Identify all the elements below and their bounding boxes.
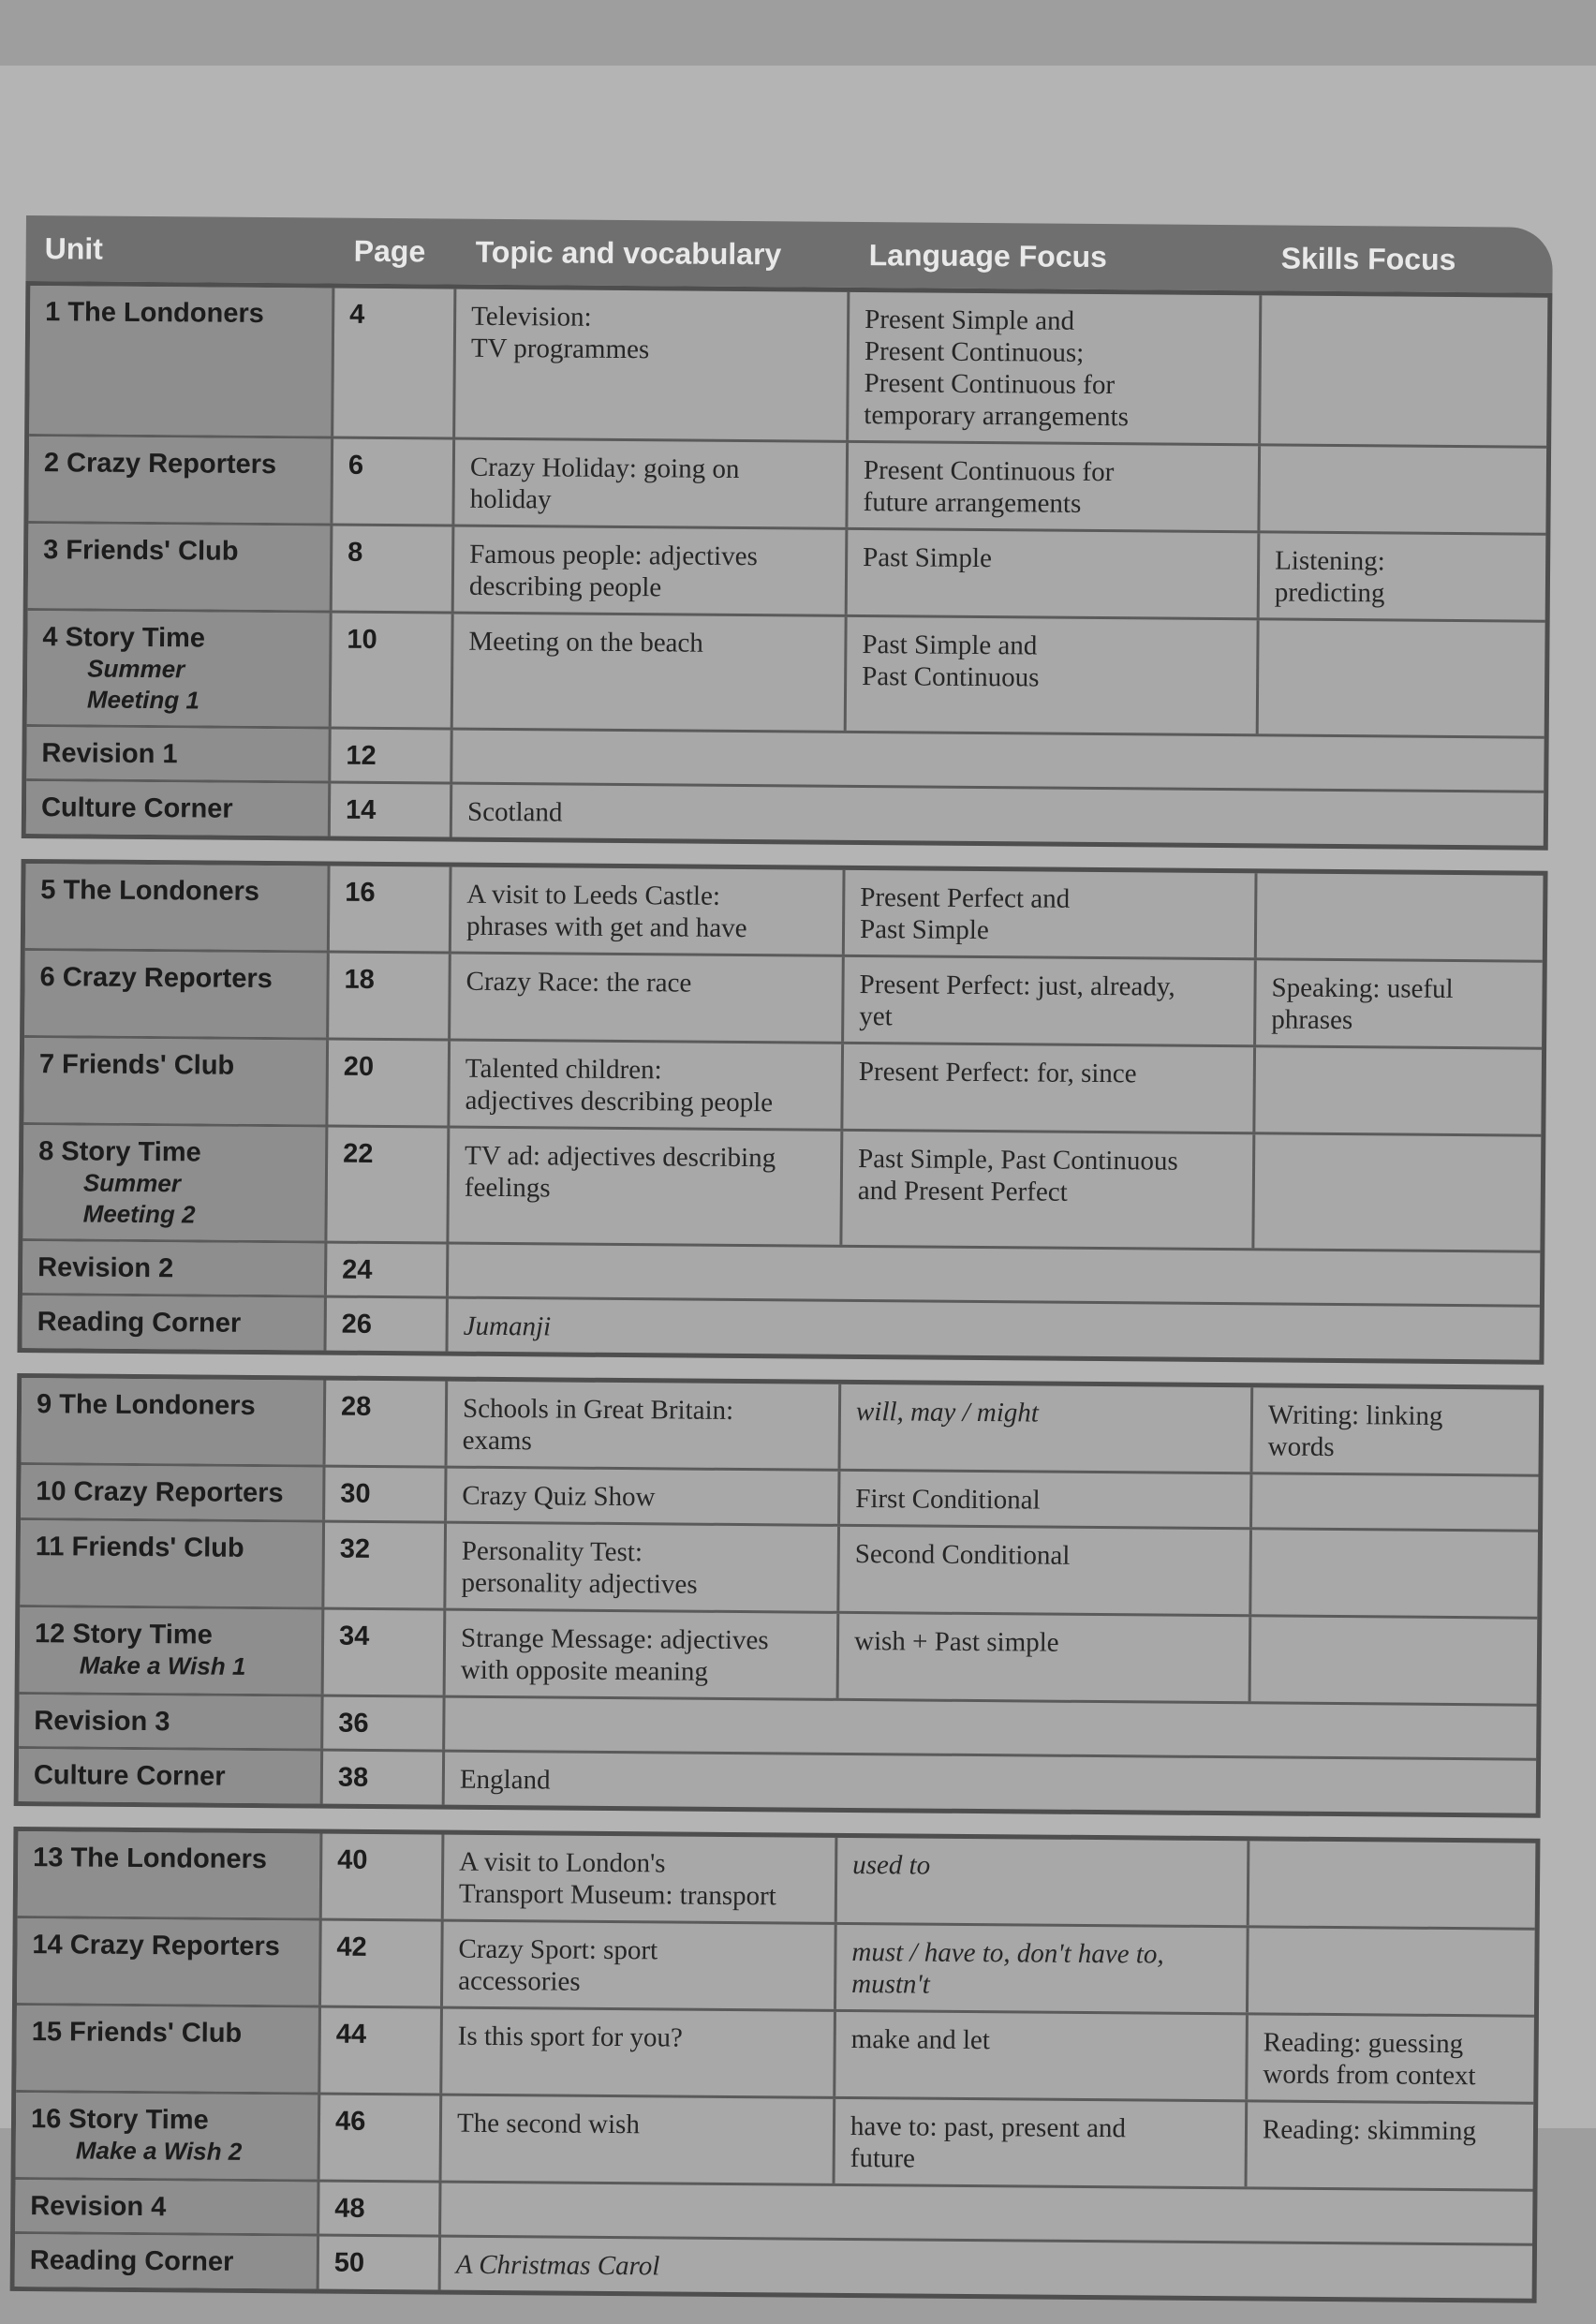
page-number: 20 [328,1041,451,1126]
unit-title: 8 Story Time [38,1136,201,1168]
topic-cell: Crazy Holiday: going on holiday [454,440,849,527]
unit-cell [17,1918,322,2006]
skills-cell [1249,1841,1536,1927]
skills-cell [1255,1047,1542,1133]
table-row [22,1295,1540,1360]
skills-cell: Writing: linking words [1267,1399,1443,1463]
topic-cell: Crazy Race: the race [451,955,845,1042]
table-body [10,281,1553,2303]
textbook-page [0,66,1596,2282]
table-row [23,1038,1542,1137]
topic-cell [452,731,1544,791]
topic-cell: Meeting on the beach [453,614,848,731]
page-number: 46 [320,2095,443,2181]
language-cell: Present Perfect: just, already, yet [844,957,1257,1044]
topic-cell: Crazy Sport: sport accessories [443,1922,837,2009]
unit-title: Culture Corner [33,1760,226,1792]
unit-cell [28,524,333,611]
unit-cell [20,1520,325,1607]
unit-cell [18,1831,323,1918]
table-row [22,1378,1540,1477]
language-cell: used to [837,1838,1250,1925]
unit-cell [16,2006,321,2093]
unit-title: 11 Friends' Club [35,1532,244,1563]
header-page: Page [353,233,426,268]
unit-cell [19,1695,323,1749]
table-row [15,2234,1532,2299]
skills-cell: Listening: predicting [1274,545,1385,609]
unit-cell [22,1125,328,1241]
header-skills: Skills Focus [1280,241,1456,276]
page-number: 50 [319,2237,441,2290]
unit-title: 12 Story Time [34,1619,213,1650]
unit-title: Revision 1 [41,738,178,770]
unit-title: Revision 3 [34,1706,170,1738]
unit-cell [28,437,333,524]
skills-cell [1259,620,1545,735]
table-row [29,286,1547,449]
language-cell: wish + Past simple [839,1614,1252,1701]
unit-cell [19,1749,323,1804]
topic-cell: The second wish [442,2096,836,2183]
topic-cell: Jumanji [463,1310,552,1342]
unit-cell [29,286,334,437]
unit-cell [26,781,331,836]
page-number: 22 [327,1128,450,1242]
unit-cell [21,1465,325,1520]
topic-cell: A Christmas Carol [455,2249,660,2282]
unit-subtitle: Summer Meeting 2 [82,1168,196,1229]
language-cell: Present Perfect and Past Simple [845,870,1258,957]
page-number: 14 [331,784,452,837]
page-number: 30 [325,1468,447,1521]
unit-title: 5 The Londoners [40,875,260,907]
language-cell: have to: past, present and future [835,2099,1249,2186]
unit-cell [22,1378,327,1465]
table-row [18,1831,1536,1931]
skills-cell [1257,873,1544,959]
table-row [16,2006,1534,2105]
skills-cell [1252,1474,1538,1529]
unit-section [17,859,1547,1365]
language-cell: Second Conditional [839,1527,1252,1614]
page-number: 10 [332,614,454,728]
table-header [25,215,1552,293]
unit-title: Revision 2 [37,1252,174,1284]
language-cell: First Conditional [840,1472,1252,1527]
skills-cell [1261,295,1547,445]
unit-title: 10 Crazy Reporters [36,1476,284,1509]
unit-cell [26,727,331,781]
page-number: 8 [332,526,455,612]
unit-cell [22,1241,327,1295]
unit-subtitle: Make a Wish 1 [79,1650,246,1680]
unit-title: 1 The Londoners [45,297,264,329]
unit-title: Revision 4 [30,2191,167,2223]
unit-cell [15,2180,319,2234]
table-row [26,781,1544,846]
page-number: 34 [324,1610,447,1695]
unit-title: Reading Corner [37,1307,242,1339]
table-row [22,1125,1541,1253]
page-number: 24 [327,1244,449,1296]
skills-cell [1251,1530,1538,1616]
topic-cell: Scotland [466,796,563,828]
unit-title: 7 Friends' Club [38,1049,235,1081]
topic-cell [449,1245,1540,1305]
unit-cell [24,951,330,1038]
language-cell: Past Simple [848,530,1261,617]
unit-section [10,1827,1541,2303]
page-number: 48 [319,2183,441,2235]
page-number: 28 [326,1381,449,1466]
table-row [28,524,1546,623]
table-row [20,1520,1538,1620]
page-number: 16 [330,866,452,952]
page-number: 18 [329,954,451,1039]
table-row [17,1918,1535,2018]
page-number: 6 [332,439,455,525]
table-row [24,951,1543,1050]
language-cell: will, may / might [841,1384,1254,1472]
unit-title: 16 Story Time [30,2104,209,2136]
unit-title: 2 Crazy Reporters [43,448,277,481]
language-cell: Past Simple and Past Continuous [847,617,1260,733]
unit-title: Reading Corner [29,2245,234,2277]
page-number: 4 [333,289,456,437]
unit-section [22,281,1553,851]
unit-cell [16,2093,321,2180]
topic-cell: A visit to London's Transport Museum: transport [444,1835,838,1922]
page-number: 36 [323,1697,445,1750]
unit-title: 9 The Londoners [36,1389,256,1421]
page-number: 26 [326,1298,448,1352]
table-row [27,611,1545,739]
language-cell: Present Perfect: for, since [843,1044,1256,1132]
topic-cell: Strange Message: adjectives with opposite meaning [446,1611,840,1698]
page-number: 38 [323,1752,445,1805]
topic-cell: Personality Test: personality adjectives [446,1524,840,1611]
table-row [19,1749,1536,1813]
topic-cell: Is this sport for you? [442,2009,836,2096]
unit-title: 3 Friends' Club [43,535,239,567]
table-row [20,1607,1538,1707]
skills-cell: Speaking: useful phrases [1271,972,1454,1036]
unit-cell [15,2234,319,2289]
table-row [28,437,1546,536]
unit-title: 15 Friends' Club [31,2017,243,2049]
unit-cell [23,1038,329,1125]
topic-cell: A visit to Leeds Castle: phrases with get and have [451,867,846,955]
unit-title: 13 The Londoners [33,1843,268,1875]
skills-cell [1251,1617,1538,1703]
page-number: 12 [331,730,452,782]
language-cell: must / have to, don't have to, mustn't [836,1925,1249,2012]
page-number: 42 [321,1921,444,2006]
unit-cell [27,611,332,727]
unit-title: 4 Story Time [42,622,206,654]
topic-cell [445,1698,1536,1758]
contents-table [9,215,1553,2324]
topic-cell: Famous people: adjectives describing people [454,527,849,614]
language-cell: make and let [835,2012,1249,2099]
topic-cell: Talented children: adjectives describing people [450,1042,844,1129]
skills-cell [1260,446,1546,532]
unit-section [14,1373,1544,1818]
unit-cell [22,1295,327,1351]
language-cell: Past Simple, Past Continuous and Present Perfect [842,1132,1255,1248]
unit-cell [25,864,331,951]
topic-cell [441,2183,1532,2243]
unit-title: Culture Corner [40,792,233,824]
topic-cell: England [459,1764,551,1796]
skills-cell: Reading: skimming [1262,2114,1477,2147]
language-cell: Present Simple and Present Continuous; Present Continuous for temporary arrangements [849,292,1262,443]
unit-subtitle: Make a Wish 2 [75,2136,243,2166]
header-language: Language Focus [868,237,1108,274]
language-cell: Present Continuous for future arrangements [848,443,1261,530]
topic-cell: Crazy Quiz Show [447,1469,840,1524]
skills-cell [1254,1134,1541,1250]
page-number: 40 [322,1834,445,1919]
skills-cell [1249,1928,1535,2014]
topic-cell: TV ad: adjectives describing feelings [449,1129,843,1245]
skills-cell: Reading: guessing words from context [1263,2027,1476,2092]
unit-subtitle: Summer Meeting 1 [86,654,200,715]
table-row [16,2093,1534,2192]
header-topic: Topic and vocabulary [475,234,782,271]
header-unit: Unit [44,230,104,266]
topic-cell: Schools in Great Britain: exams [448,1382,842,1469]
unit-cell [20,1607,325,1695]
unit-title: 14 Crazy Reporters [32,1930,280,1962]
page-number: 44 [320,2008,443,2094]
unit-title: 6 Crazy Reporters [39,962,273,995]
table-row [25,864,1544,963]
page-number: 32 [324,1523,447,1608]
topic-cell: Television: TV programmes [455,289,850,440]
